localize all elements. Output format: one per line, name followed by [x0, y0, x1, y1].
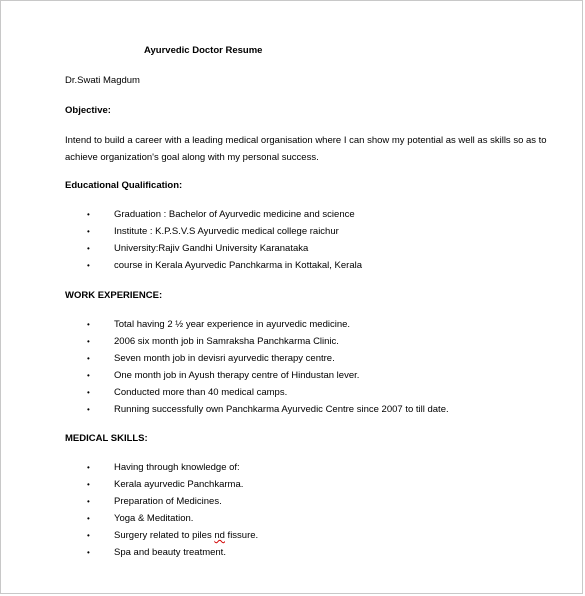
document-title: Ayurvedic Doctor Resume — [144, 45, 263, 56]
list-item — [1, 459, 258, 476]
list-item — [1, 333, 449, 350]
bullet-icon: • — [87, 480, 90, 489]
list-item — [1, 493, 258, 510]
list-item-text: 2006 six month job in Samraksha Panchkarma Clinic. — [114, 336, 339, 347]
list-item-text: Conducted more than 40 medical camps. — [114, 387, 288, 398]
list-item — [1, 367, 449, 384]
bullet-icon: • — [87, 371, 90, 380]
list-item-text: Preparation of Medicines. — [114, 496, 222, 507]
spellcheck-flagged-word: nd — [214, 530, 225, 541]
list-item — [1, 544, 258, 561]
list-item-text: course in Kerala Ayurvedic Panchkarma in Kottakal, Kerala — [114, 260, 363, 271]
work-heading: WORK EXPERIENCE: — [65, 290, 163, 301]
bullet-icon: • — [87, 405, 90, 414]
skills-heading: MEDICAL SKILLS: — [65, 433, 148, 444]
bullet-icon: • — [87, 337, 90, 346]
list-item — [1, 527, 258, 544]
list-item-text: One month job in Ayush therapy centre of Hindustan lever. — [114, 370, 360, 381]
list-item — [1, 384, 449, 401]
list-item — [1, 206, 362, 223]
bullet-icon: • — [87, 388, 90, 397]
objective-heading: Objective: — [65, 105, 111, 116]
list-item-text: Institute : K.P.S.V.S Ayurvedic medical college raichur — [114, 226, 339, 237]
bullet-icon: • — [87, 244, 90, 253]
list-item — [1, 510, 258, 527]
bullet-icon: • — [87, 354, 90, 363]
list-item-text: Total having 2 ½ year experience in ayurvedic medicine. — [114, 319, 351, 330]
surgery-text-start: Surgery related to piles — [114, 530, 215, 541]
list-item — [1, 350, 449, 367]
list-item — [1, 223, 362, 240]
bullet-icon: • — [87, 497, 90, 506]
list-item-text: Spa and beauty treatment. — [114, 547, 226, 558]
list-item-text: Running successfully own Panchkarma Ayurvedic Centre since 2007 to till date. — [114, 404, 449, 415]
bullet-icon: • — [87, 210, 90, 219]
list-item-text: Seven month job in devisri ayurvedic therapy centre. — [114, 353, 335, 364]
surgery-text-end: fissure. — [224, 530, 259, 541]
bullet-icon: • — [87, 227, 90, 236]
list-item-text: Yoga & Meditation. — [114, 513, 194, 524]
candidate-name: Dr.Swati Magdum — [65, 75, 140, 86]
bullet-icon: • — [87, 514, 90, 523]
education-heading: Educational Qualification: — [65, 180, 183, 191]
list-item — [1, 476, 258, 493]
list-item-text: Kerala ayurvedic Panchkarma. — [114, 479, 244, 490]
list-item — [1, 316, 449, 333]
bullet-icon: • — [87, 531, 90, 540]
list-item — [1, 257, 362, 274]
bullet-icon: • — [87, 320, 90, 329]
education-list — [1, 206, 362, 274]
skills-list — [1, 459, 258, 561]
list-item-text: University:Rajiv Gandhi University Karanataka — [114, 243, 309, 254]
objective-text: Intend to build a career with a leading medical organisation where I can show my potential as well as skills so as to achieve organization's goal along with my personal success. — [65, 135, 547, 163]
list-item-text: Graduation : Bachelor of Ayurvedic medicine and science — [114, 209, 355, 220]
list-item — [1, 240, 362, 257]
bullet-icon: • — [87, 261, 90, 270]
list-item — [1, 401, 449, 418]
list-item-text: Having through knowledge of: — [114, 462, 240, 473]
bullet-icon: • — [87, 463, 90, 472]
list-item-text — [114, 530, 258, 541]
work-list — [1, 316, 449, 418]
bullet-icon: • — [87, 548, 90, 557]
